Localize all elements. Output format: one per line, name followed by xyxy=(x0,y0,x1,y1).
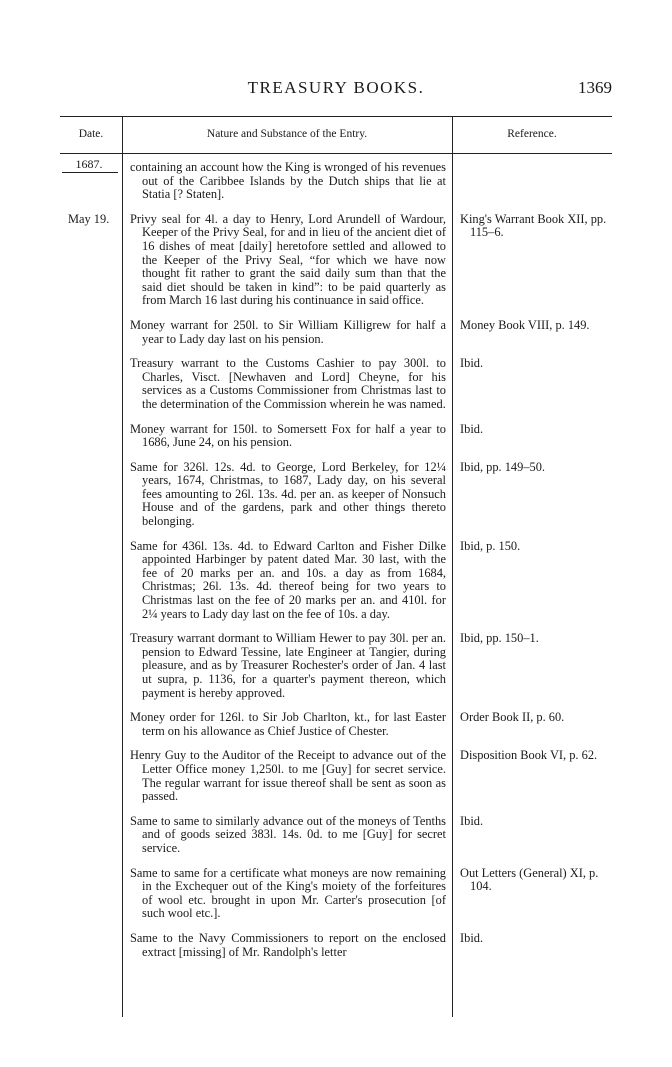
entry-reference: Ibid, pp. 150–1. xyxy=(460,631,539,646)
entry-text: containing an account how the King is wronged of his revenues out of the Caribbee Islands by the Dutch ships that lie at Statia [? Staten]. xyxy=(130,160,446,202)
entry-reference: Out Letters (General) XI, p. 104. xyxy=(460,865,599,894)
entry-row xyxy=(60,423,612,450)
entry-row xyxy=(60,161,612,202)
column-header-reference: Reference. xyxy=(507,128,557,140)
entry-reference: Order Book II, p. 60. xyxy=(460,710,565,725)
entry-reference: Ibid. xyxy=(460,356,484,371)
running-title: TREASURY BOOKS. xyxy=(247,78,425,97)
entry-row xyxy=(60,632,612,700)
entry-reference: Ibid, pp. 149–50. xyxy=(460,459,546,474)
entry-row xyxy=(60,540,612,622)
entry-text: Same to the Navy Commissioners to report on the enclosed extract [missing] of Mr. Randolph's letter xyxy=(130,930,446,959)
entry-row xyxy=(60,319,612,346)
entry-text: Privy seal for 4l. a day to Henry, Lord Arundell of Wardour, Keeper of the Privy Seal, for and in lieu of the ancient diet of 16 dishes of meat [daily] heretofore settled and allowed to the Keeper of the Privy Seal, “for which we have now thought fit rather to grant the said daily sum than that the said diet should be taken in kind”: to be paid quarterly as from March 16 last during his continuance in said office. xyxy=(130,211,446,308)
entry-row xyxy=(60,357,612,411)
column-header-nature: Nature and Substance of the Entry. xyxy=(206,128,368,140)
entry-reference: Ibid. xyxy=(460,930,484,945)
entry-date: May 19. xyxy=(68,211,110,226)
column-header-date: Date. xyxy=(78,128,104,140)
entry-text: Henry Guy to the Auditor of the Receipt to advance out of the Letter Office money 1,250l. to me [Guy] for secret service. The regular warrant for issue thereof shall be sent as soon as passed. xyxy=(130,748,446,804)
page-number: 1369 xyxy=(578,78,612,97)
entry-text: Treasury warrant dormant to William Hewer to pay 30l. per an. pension to Edward Tessine, late Engineer at Tangier, during pleasure, and as by Treasurer Rochester's order of Jan. 4 last ut supra, p. 1136, for a quarter's payment thereon, which payment is hereby approved. xyxy=(130,631,446,700)
entry-text: Same for 326l. 12s. 4d. to George, Lord Berkeley, for 12¼ years, 1674, Christmas, to 1687, Lady day, on his several fees amounting to 26l. 13s. 4d. per an. as keeper of Nonsuch House and of the gardens, park and other things thereto belonging. xyxy=(130,459,446,529)
entries-list xyxy=(60,161,612,970)
entry-row xyxy=(60,711,612,738)
entry-text: Same for 436l. 13s. 4d. to Edward Carlton and Fisher Dilke appointed Harbinger by patent dated Mar. 30 last, with the fee of 20 marks per an. and 10s. a day as from 1684, Christmas; 26l. 13s. 4d. thereof being for two years to Christmas last on the fee of 20 marks per an. and 410l. for 2¼ years to Lady day last on the fee of 10s. a day. xyxy=(130,538,446,621)
header-rule xyxy=(60,153,612,154)
entry-row xyxy=(60,867,612,921)
running-head xyxy=(60,78,612,102)
entry-row xyxy=(60,213,612,308)
entries-table xyxy=(60,116,612,1017)
entry-row xyxy=(60,749,612,803)
entry-reference: Ibid, p. 150. xyxy=(460,538,521,553)
entry-text: Same to same for a certificate what moneys are now remaining in the Exchequer out of the King's moiety of the forfeitures of wool etc. brought in upon Mr. Carter's prosecution [of such wool etc.]. xyxy=(130,865,446,921)
entry-row xyxy=(60,932,612,959)
entry-reference: King's Warrant Book XII, pp. 115–6. xyxy=(460,211,607,240)
entry-reference: Ibid. xyxy=(460,813,484,828)
entry-reference: Money Book VIII, p. 149. xyxy=(460,317,590,332)
entry-row xyxy=(60,815,612,856)
entry-text: Money order for 126l. to Sir Job Charlton, kt., for last Easter term on his allowance as Chief Justice of Chester. xyxy=(130,710,446,738)
entry-row xyxy=(60,461,612,529)
entry-reference: Ibid. xyxy=(460,421,484,436)
entry-text: Money warrant for 150l. to Somersett Fox for half a year to 1686, June 24, on his pension. xyxy=(130,421,446,450)
entry-text: Same to same to similarly advance out of the moneys of Tenths and of goods seized 383l. 14s. 0d. to me [Guy] for secret service. xyxy=(130,813,446,855)
year-label: 1687. xyxy=(75,157,103,171)
entry-text: Money warrant for 250l. to Sir William Killigrew for half a year to Lady day last on his pension. xyxy=(130,317,446,346)
entry-text: Treasury warrant to the Customs Cashier to pay 300l. to Charles, Visct. [Newhaven and Lord] Cheyne, for his services as a Customs Commissioner from Christmas last to the determination of the Commission wherein he was named. xyxy=(130,356,446,411)
entry-reference: Disposition Book VI, p. 62. xyxy=(460,748,598,763)
